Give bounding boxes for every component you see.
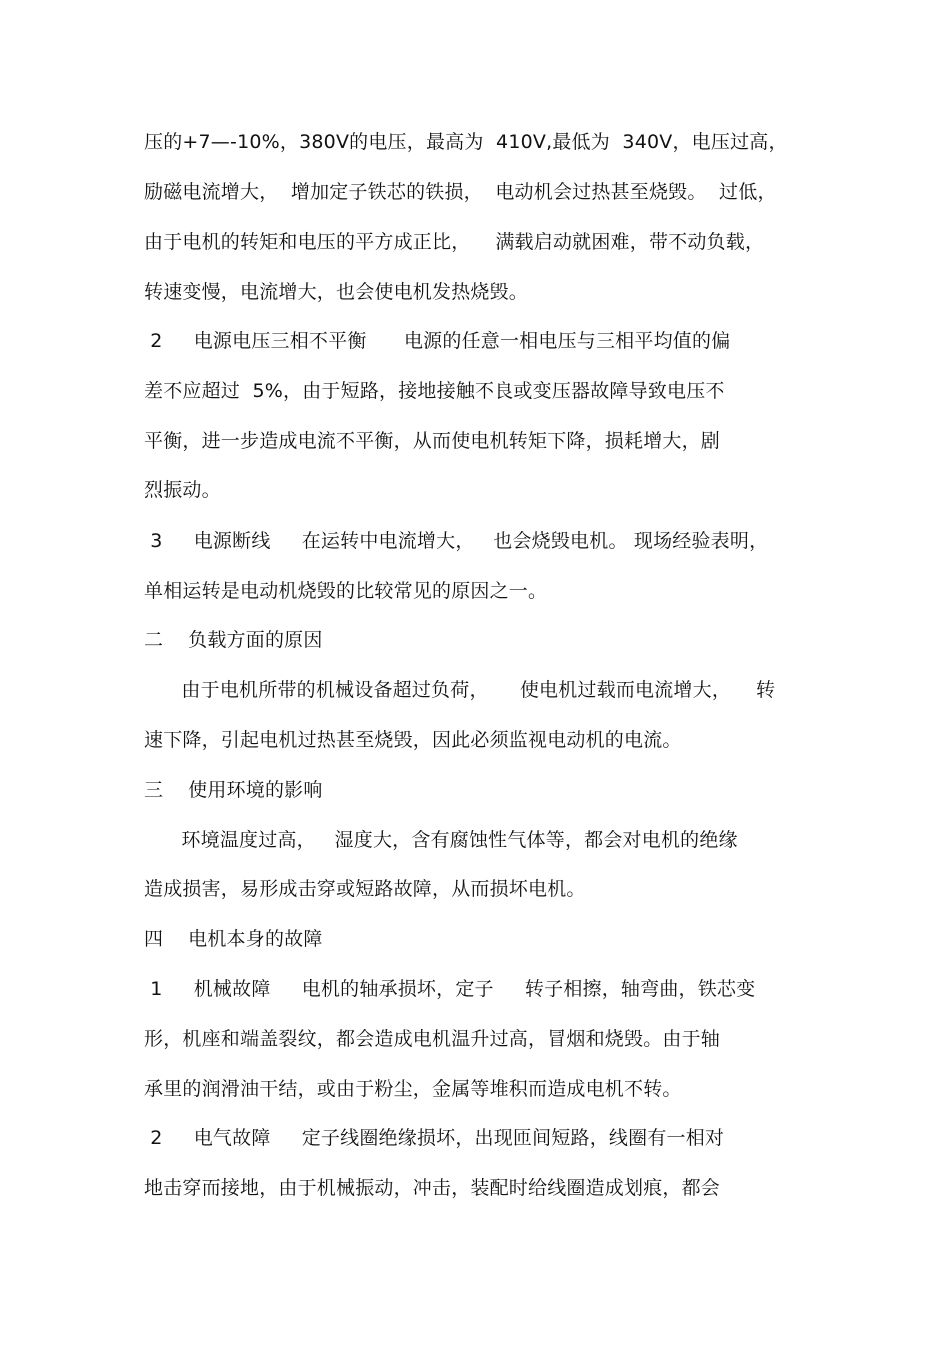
section-heading: 四 电机本身的故障 [144, 928, 323, 950]
text-line: 形，机座和端盖裂纹，都会造成电机温升过高，冒烟和烧毁。由于轴 [144, 1028, 721, 1050]
text-line: 励磁电流增大， 增加定子铁芯的铁损， 电动机会过热甚至烧毁。 过低， [144, 181, 777, 203]
section-heading: 二 负载方面的原因 [144, 629, 323, 651]
text-line: 单相运转是电动机烧毁的比较常见的原因之一。 [144, 580, 548, 602]
text-line: 由于电机的转矩和电压的平方成正比， 满载启动就困难，带不动负载， [144, 231, 765, 253]
text-line: 烈振动。 [144, 479, 221, 501]
list-item-heading: 2 电源电压三相不平衡 电源的任意一相电压与三相平均值的偏 [144, 330, 731, 352]
text-line: 转速变慢，电流增大，也会使电机发热烧毁。 [144, 281, 529, 303]
list-item-heading: 1 机械故障 电机的轴承损坏，定子 转子相擦，轴弯曲，铁芯变 [144, 978, 756, 1000]
section-heading: 三 使用环境的影响 [144, 779, 323, 801]
paragraph-line: 由于电机所带的机械设备超过负荷， 使电机过载而电流增大， 转 [144, 679, 776, 701]
list-item-heading: 2 电气故障 定子线圈绝缘损坏，出现匝间短路，线圈有一相对 [144, 1127, 725, 1149]
text-line: 压的+7—-10%，380V的电压，最高为 410V,最低为 340V，电压过高， [144, 131, 788, 153]
text-line: 造成损害，易形成击穿或短路故障，从而损坏电机。 [144, 878, 586, 900]
text-line: 平衡，进一步造成电流不平衡，从而使电机转矩下降，损耗增大，剧 [144, 430, 721, 452]
text-line: 速下降，引起电机过热甚至烧毁，因此必须监视电动机的电流。 [144, 729, 682, 751]
paragraph-line: 环境温度过高， 湿度大，含有腐蚀性气体等，都会对电机的绝缘 [144, 829, 738, 851]
text-line: 差不应超过 5%，由于短路，接地接触不良或变压器故障导致电压不 [144, 380, 725, 402]
list-item-heading: 3 电源断线 在运转中电流增大， 也会烧毁电机。 现场经验表明， [144, 530, 769, 552]
text-line: 地击穿而接地，由于机械振动，冲击，装配时给线圈造成划痕，都会 [144, 1177, 721, 1199]
text-line: 承里的润滑油干结，或由于粉尘，金属等堆积而造成电机不转。 [144, 1078, 682, 1100]
